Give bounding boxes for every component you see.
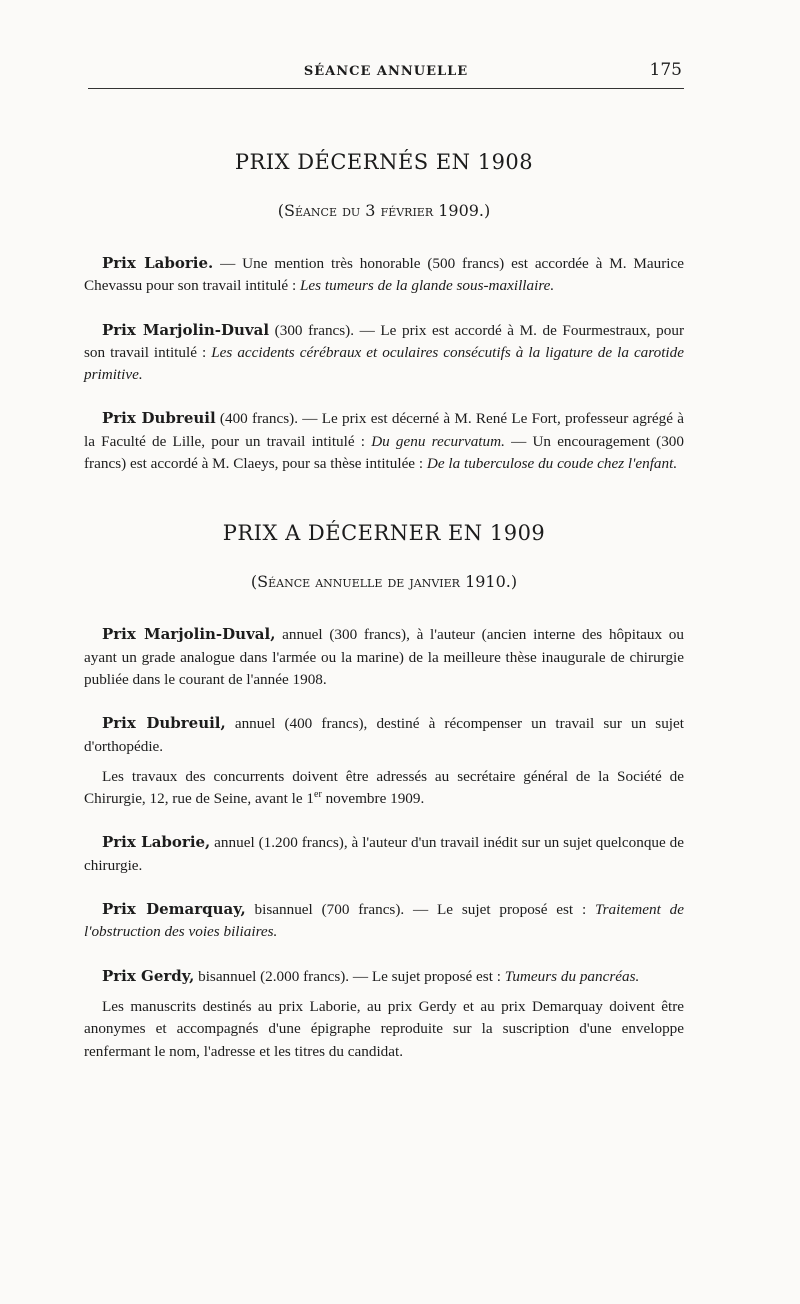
prize-gerdy: Prix Gerdy, bisannuel (2.000 francs). — Le sujet proposé est : Tumeurs du pancréas. xyxy=(102,966,640,985)
work-title-claeys: De la tuberculose du coude chez l'enfant. xyxy=(426,455,678,473)
page-content xyxy=(84,148,684,1063)
page-number: 175 xyxy=(649,60,682,80)
award-dubreuil: Prix Dubreuil (400 francs). — Le prix est décerné à M. René Le Fort, professeur agrégé à la Faculté de Lille, pour un travail intitulé : Du genu recurvatum. — Un encouragement (300 francs) est accordé à M. Claeys, pour sa thèse intitulée : De la tuberculose du coude chez l'enfant. xyxy=(84,409,685,473)
prize-name: Prix Laborie. xyxy=(102,254,214,272)
prize-name: Prix Dubreuil xyxy=(102,409,216,428)
prize-name: Prix Marjolin-Duval xyxy=(102,320,270,339)
prize-name: Prix Dubreuil, xyxy=(102,714,226,733)
manuscript-note: Les manuscrits destinés au prix Laborie, au prix Gerdy et au prix Demarquay doivent être anonymes et accompagnés d'une épigraphe reproduite sur la suscription d'une enveloppe renfermant le nom, l'adresse et les titres du candidat. xyxy=(84,997,684,1060)
prize-laborie: Prix Laborie, annuel (1.200 francs), à l'auteur d'un travail inédit sur un sujet quelconque de chirurgie. xyxy=(84,833,684,874)
running-head xyxy=(88,60,684,89)
prize-name: Prix Gerdy, xyxy=(102,966,195,985)
prize-name: Prix Demarquay, xyxy=(102,900,246,919)
section-heading-awarded: PRIX DÉCERNÉS EN 1908 xyxy=(234,150,534,174)
prize-marjolin-duval: Prix Marjolin-Duval, annuel (300 francs), à l'auteur (ancien interne des hôpitaux ou ayant un grade analogue dans l'armée ou la marine) de la meilleure thèse inaugurale de chirurgie publiée dans le courant de l'année 1908. xyxy=(84,625,684,688)
running-title: SÉANCE ANNUELLE xyxy=(303,64,469,79)
session-date-1910: (Séance annuelle de janvier 1910.) xyxy=(250,572,518,592)
work-title: Les accidents cérébraux et oculaires consécutifs à la ligature de la carotide primitive. xyxy=(84,343,684,384)
section-heading-to-award: PRIX A DÉCERNER EN 1909 xyxy=(222,521,546,546)
award-laborie: Prix Laborie. — Une mention très honorable (500 francs) est accordée à M. Maurice Chevassu pour son travail intitulé : Les tumeurs de la glande sous-maxillaire. xyxy=(84,254,684,295)
work-title: Du genu recurvatum. xyxy=(371,432,505,450)
submission-note: Les travaux des concurrents doivent être adressés au secrétaire général de la Société de Chirurgie, 12, rue de Seine, avant le 1er novembre 1909. xyxy=(84,767,684,808)
subject-title: Tumeurs du pancréas. xyxy=(504,967,640,985)
subject-title: Traitement de l'obstruction des voies biliaires. xyxy=(84,901,684,941)
prize-demarquay: Prix Demarquay, bisannuel (700 francs). — Le sujet proposé est : Traitement de l'obstruction des voies biliaires. xyxy=(84,900,684,941)
prize-name: Prix Marjolin-Duval, xyxy=(102,625,276,644)
session-date-1909: (Séance du 3 février 1909.) xyxy=(277,201,491,220)
prize-dubreuil: Prix Dubreuil, annuel (400 francs), destiné à récompenser un travail sur un sujet d'orthopédie. xyxy=(84,714,684,755)
prize-name: Prix Laborie, xyxy=(102,833,211,852)
award-marjolin-duval: Prix Marjolin-Duval (300 francs). — Le prix est accordé à M. de Fourmestraux, pour son travail intitulé : Les accidents cérébraux et oculaires consécutifs à la ligature de la carotide primitive. xyxy=(84,320,685,384)
work-title: Les tumeurs de la glande sous-maxillaire. xyxy=(299,277,555,295)
